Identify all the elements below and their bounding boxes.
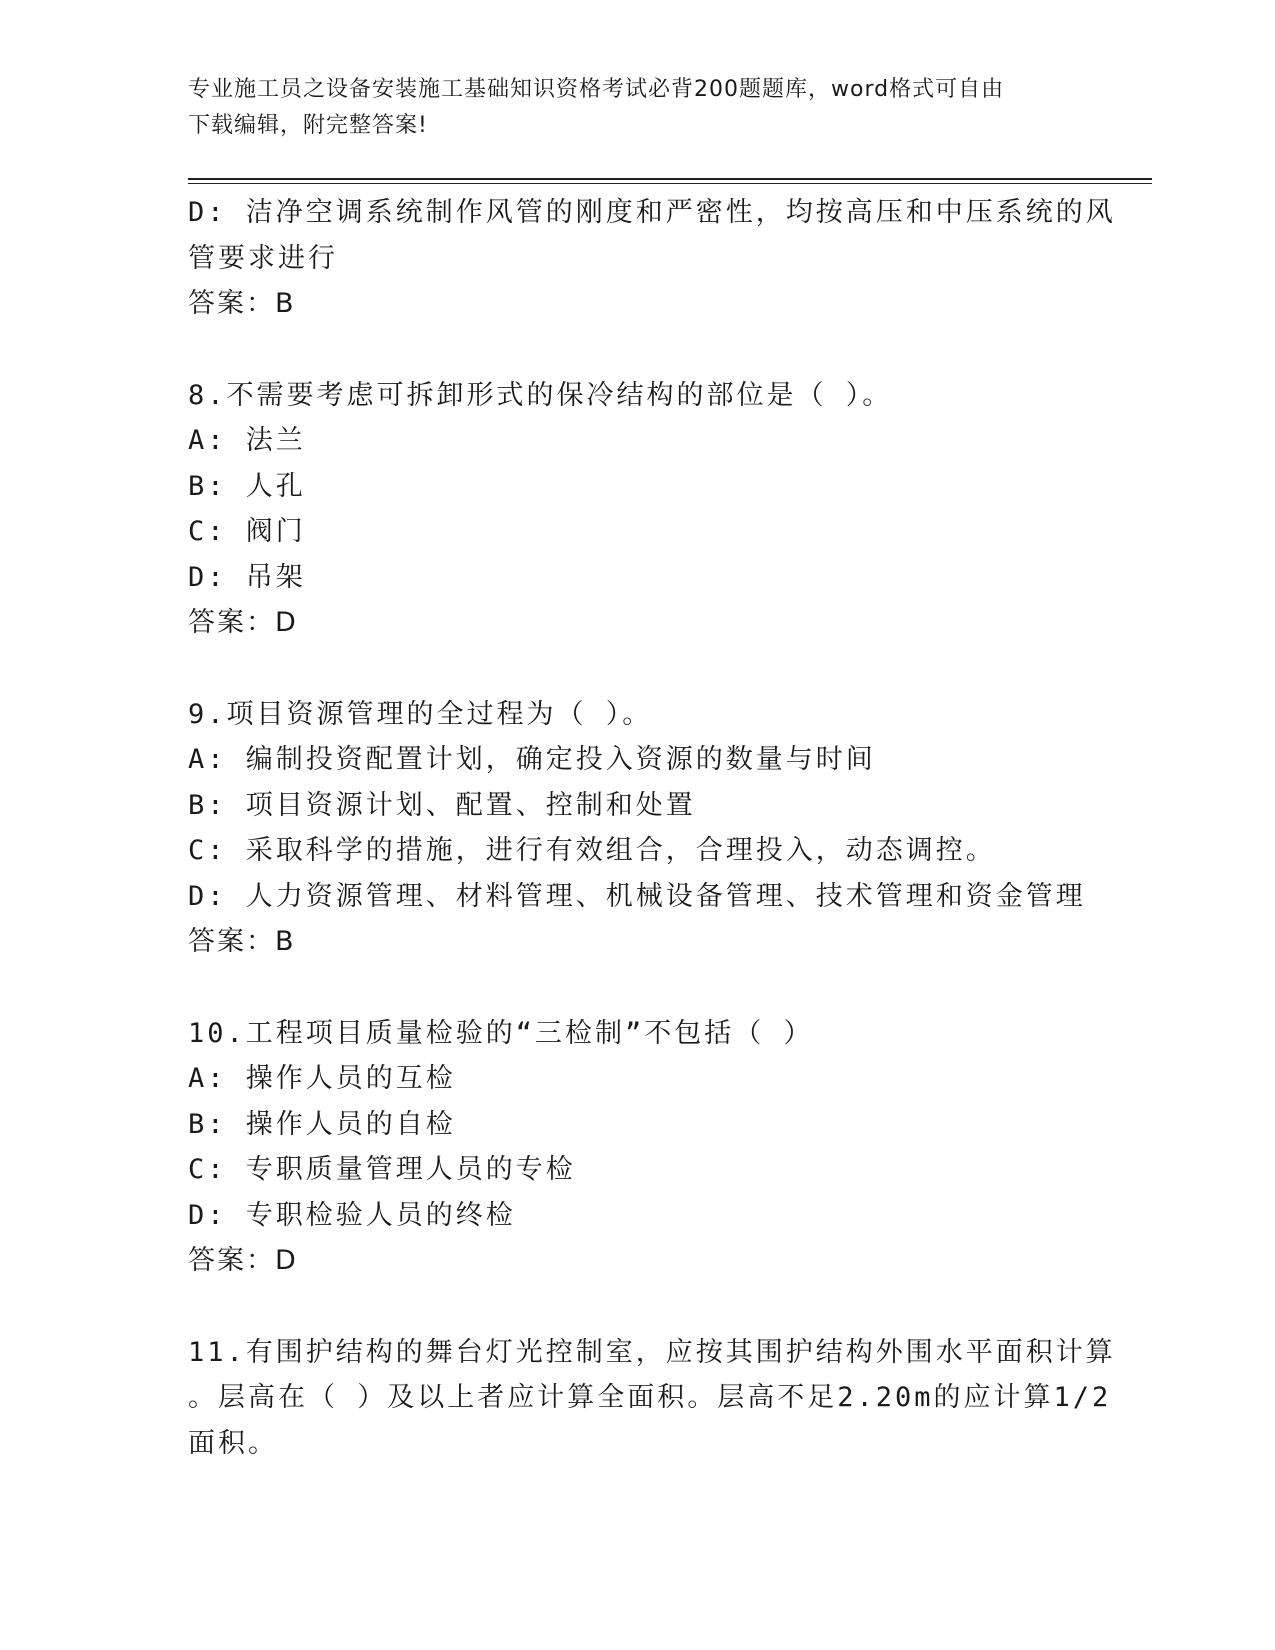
question-text: 9.项目资源管理的全过程为（ ）。 (188, 698, 653, 730)
option-d: D: 人力资源管理、材料管理、机械设备管理、技术管理和资金管理 (188, 880, 1086, 912)
option-c: C: 采取科学的措施，进行有效组合，合理投入，动态调控。 (188, 835, 996, 866)
question-text-continued: 面积。 (188, 1427, 278, 1459)
answer: 答案：D (188, 1245, 298, 1276)
option-d: D: 吊架 (188, 561, 306, 593)
question-7-tail (188, 190, 1116, 327)
question-9 (188, 692, 1088, 965)
question-list (188, 190, 1116, 1466)
option-b: B: 人孔 (188, 470, 306, 502)
option-d: D: 洁净空调系统制作风管的刚度和严密性，均按高压和中压系统的风 (188, 197, 1116, 228)
option-b: B: 项目资源计划、配置、控制和处置 (188, 789, 696, 821)
question-text: 8.不需要考虑可拆卸形式的保冷结构的部位是（ ）。 (188, 379, 893, 411)
answer: 答案：B (188, 926, 296, 957)
option-d-continued: 管要求进行 (188, 242, 338, 274)
question-text: 11.有围护结构的舞台灯光控制室，应按其围护结构外围水平面积计算 (188, 1336, 1116, 1368)
header-title-line-2: 下载编辑，附完整答案! (188, 113, 428, 138)
question-8 (188, 373, 1088, 646)
answer: 答案：B (188, 288, 296, 319)
spacer (188, 1284, 1088, 1330)
option-a: A: 编制投资配置计划，确定投入资源的数量与时间 (188, 744, 876, 775)
spacer (188, 646, 1088, 692)
option-c: C: 阀门 (188, 516, 306, 547)
question-11 (188, 1330, 1116, 1467)
answer: 答案：D (188, 607, 298, 638)
option-d: D: 专职检验人员的终检 (188, 1199, 516, 1231)
header-title-line-1: 专业施工员之设备安装施工基础知识资格考试必背200题题库，word格式可自由 (188, 77, 1005, 102)
header-divider-thin (188, 183, 1152, 184)
option-c: C: 专职质量管理人员的专检 (188, 1154, 576, 1185)
header-divider (188, 178, 1152, 180)
page-header (188, 72, 1088, 144)
option-b: B: 操作人员的自检 (188, 1108, 456, 1140)
question-text-continued: 。层高在（ ）及以上者应计算全面积。层高不足2.20m的应计算1/2 (188, 1382, 1112, 1413)
option-a: A: 法兰 (188, 425, 306, 456)
spacer (188, 327, 1088, 373)
question-text: 10.工程项目质量检验的“三检制”不包括（ ） (188, 1017, 814, 1049)
question-10 (188, 1011, 1088, 1284)
option-a: A: 操作人员的互检 (188, 1063, 456, 1094)
spacer (188, 965, 1088, 1011)
